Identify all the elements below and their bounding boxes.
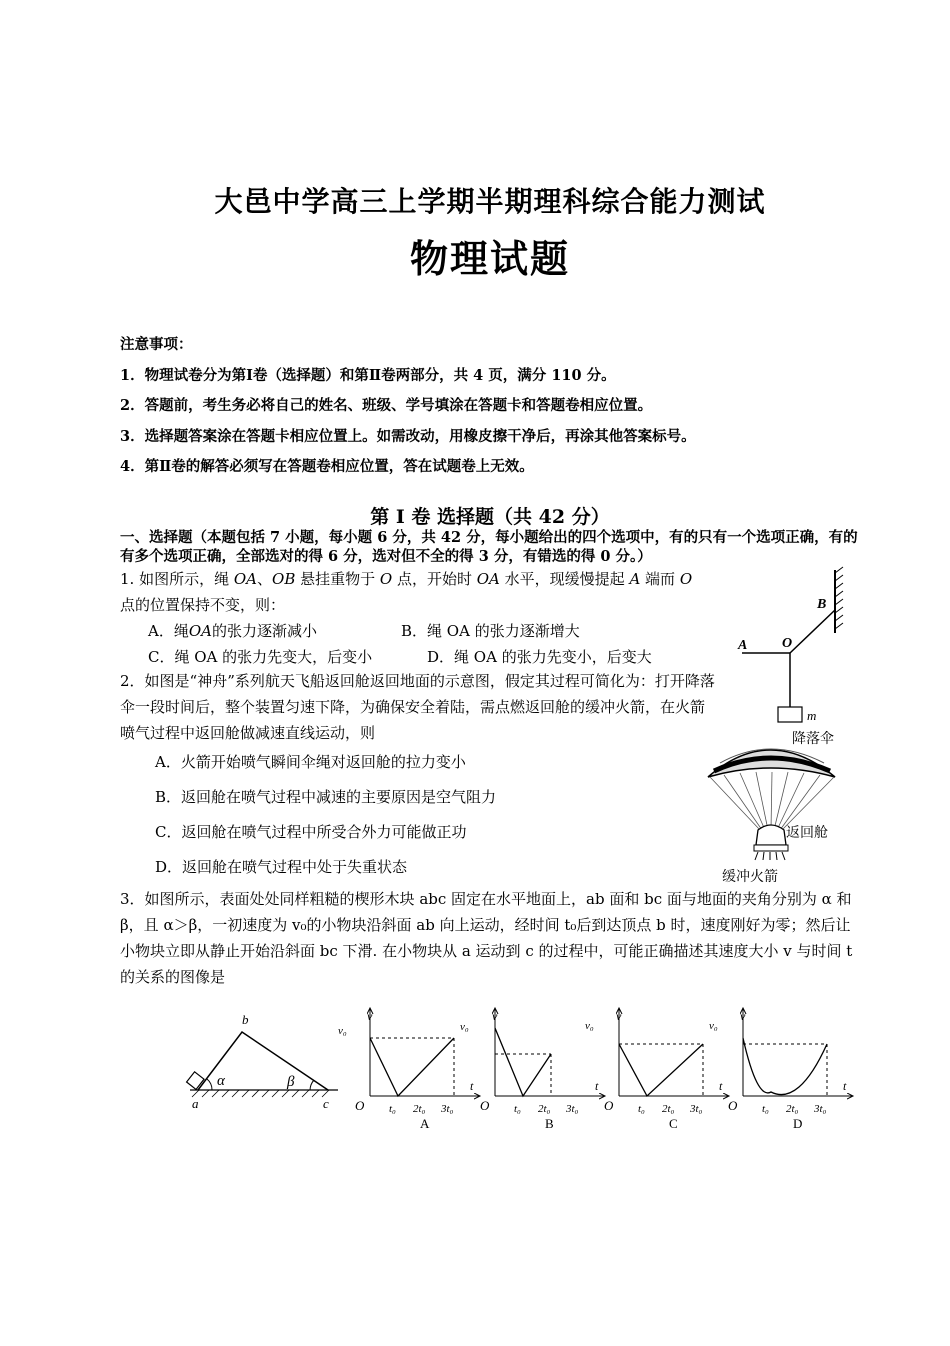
graph-option-label: A	[420, 1116, 430, 1131]
label-O: O	[782, 636, 793, 651]
origin-label: O	[355, 1098, 365, 1113]
tick-label: 2t₀	[662, 1103, 675, 1115]
tick-label: t₀	[514, 1103, 521, 1115]
notes-heading: 注意事项：	[120, 336, 193, 353]
subject-title: 物理试题	[409, 236, 570, 281]
v0-label: v₀	[709, 1020, 718, 1032]
note-item: 1．物理试卷分为第Ⅰ卷（选择题）和第Ⅱ卷两部分，共 4 页，满分 110 分。	[120, 366, 616, 384]
label-rocket: 缓冲火箭	[722, 869, 778, 885]
wedge-figure	[180, 1005, 345, 1115]
vt-curve	[370, 1038, 454, 1096]
v0-label: v₀	[460, 1021, 469, 1033]
v-axis-label: v	[367, 1009, 373, 1023]
question-1-stem: 1. 如图所示，绳 OA、OB 悬挂重物于 O 点，开始时 OA 水平，现缓慢提起 A 端而 O 点的位置保持不变，则：	[120, 570, 693, 614]
v0-label: v₀	[338, 1025, 347, 1037]
note-item: 3．选择题答案涂在答题卡相应位置上。如需改动，用橡皮擦干净后，再涂其他答案标号。	[120, 427, 696, 445]
origin-label: O	[480, 1098, 490, 1113]
graph-option-label: B	[545, 1116, 554, 1131]
exam-title: 大邑中学高三上学期半期理科综合能力测试	[214, 185, 766, 218]
note-item: 4．第Ⅱ卷的解答必须写在答题卷相应位置，答在试题卷上无效。	[120, 458, 534, 475]
tick-label: t₀	[638, 1103, 645, 1115]
label-alpha: α	[217, 1073, 225, 1089]
label-B: B	[817, 597, 827, 612]
label-beta: β	[287, 1074, 295, 1090]
question-1-options	[148, 618, 652, 670]
label-A: A	[738, 638, 748, 653]
graph-option-label: C	[669, 1116, 678, 1131]
question-2-stem: 2．如图是“神舟”系列航天飞船返回舱返回地面的示意图，假定其过程可简化为：打开降落伞一段时间后，整个装置匀速下降，为确保安全着陆，需点燃返回舱的缓冲火箭，在火箭喷气过程中返回舱做减速直线运动，则	[120, 672, 715, 742]
tick-label: t₀	[762, 1103, 769, 1115]
option-d[interactable]: D．返回舱在喷气过程中处于失重状态	[155, 858, 408, 876]
tick-label: t₀	[389, 1103, 396, 1115]
tick-label: 3t₀	[814, 1103, 827, 1115]
v-axis-label: v	[492, 1009, 498, 1023]
section-instructions: 一、选择题（本题包括 7 小题，每小题 6 分，共 42 分，每小题给出的四个选项中，有的只有一个选项正确，有的有多个选项正确，全部选对的得 6 分，选对但不全的得 3 分，有错选的得 0 分。）	[120, 529, 858, 565]
section-title: 第 I 卷 选择题（共 42 分）	[370, 506, 610, 528]
option-c[interactable]: C．返回舱在喷气过程中所受合外力可能做正功	[155, 823, 467, 841]
rope-figure	[730, 565, 850, 735]
tick-label: 2t₀	[413, 1103, 426, 1115]
t-axis-label: t	[719, 1079, 723, 1093]
vt-curve	[495, 1028, 551, 1096]
v0-label: v₀	[585, 1020, 594, 1032]
label-c: c	[323, 1096, 329, 1111]
label-m: m	[807, 708, 817, 723]
t-axis-label: t	[470, 1079, 474, 1093]
option-b[interactable]: B．返回舱在喷气过程中减速的主要原因是空气阻力	[155, 788, 497, 806]
vt-curve	[619, 1044, 703, 1096]
notes-block	[120, 330, 696, 483]
tick-label: 3t₀	[690, 1103, 703, 1115]
tick-label: 2t₀	[538, 1103, 551, 1115]
option-d[interactable]: D．绳 OA 的张力先变小，后变大	[427, 648, 652, 666]
t-axis-label: t	[595, 1079, 599, 1093]
option-b[interactable]: B．绳 OA 的张力逐渐增大	[401, 622, 580, 640]
option-a[interactable]: A．火箭开始喷气瞬间伞绳对返回舱的拉力变小	[155, 753, 466, 771]
origin-label: O	[604, 1098, 614, 1113]
label-capsule: 返回舱	[786, 825, 828, 841]
tick-label: 3t₀	[566, 1103, 579, 1115]
v-axis-label: v	[740, 1009, 746, 1023]
note-item: 2．答题前，考生务必将自己的姓名、班级、学号填涂在答题卡和答题卷相应位置。	[120, 397, 653, 414]
vt-curve	[743, 1038, 827, 1095]
label-b: b	[242, 1012, 249, 1027]
vt-graphs	[335, 1000, 860, 1140]
tick-label: 3t₀	[441, 1103, 454, 1115]
graph-option-label: D	[793, 1116, 803, 1131]
v-axis-label: v	[616, 1009, 622, 1023]
label-parachute: 降落伞	[792, 731, 834, 747]
origin-label: O	[728, 1098, 738, 1113]
label-a: a	[192, 1096, 199, 1111]
option-a[interactable]: A．绳OA的张力逐渐减小	[148, 622, 317, 640]
question-3-stem: 3．如图所示，表面处处同样粗糙的楔形木块 abc 固定在水平地面上，ab 面和 bc 面与地面的夹角分别为 α 和 β，且 α＞β，一初速度为 v₀的小物块沿斜面 ab 向上运动，经时间 t₀后到达顶点 b 时，速度刚好为零；然后让小物块立即从静止开始沿斜面 bc 下滑. 在小物块从 a 运动到 c 的过程中，可能正确描述其速度大小 v 与时间 t 的关系的图像是	[120, 890, 853, 986]
parachute-figure	[700, 725, 860, 890]
tick-label: 2t₀	[786, 1103, 799, 1115]
question-2-options	[155, 745, 496, 885]
t-axis-label: t	[843, 1079, 847, 1093]
option-c[interactable]: C．绳 OA 的张力先变大，后变小	[148, 648, 373, 666]
